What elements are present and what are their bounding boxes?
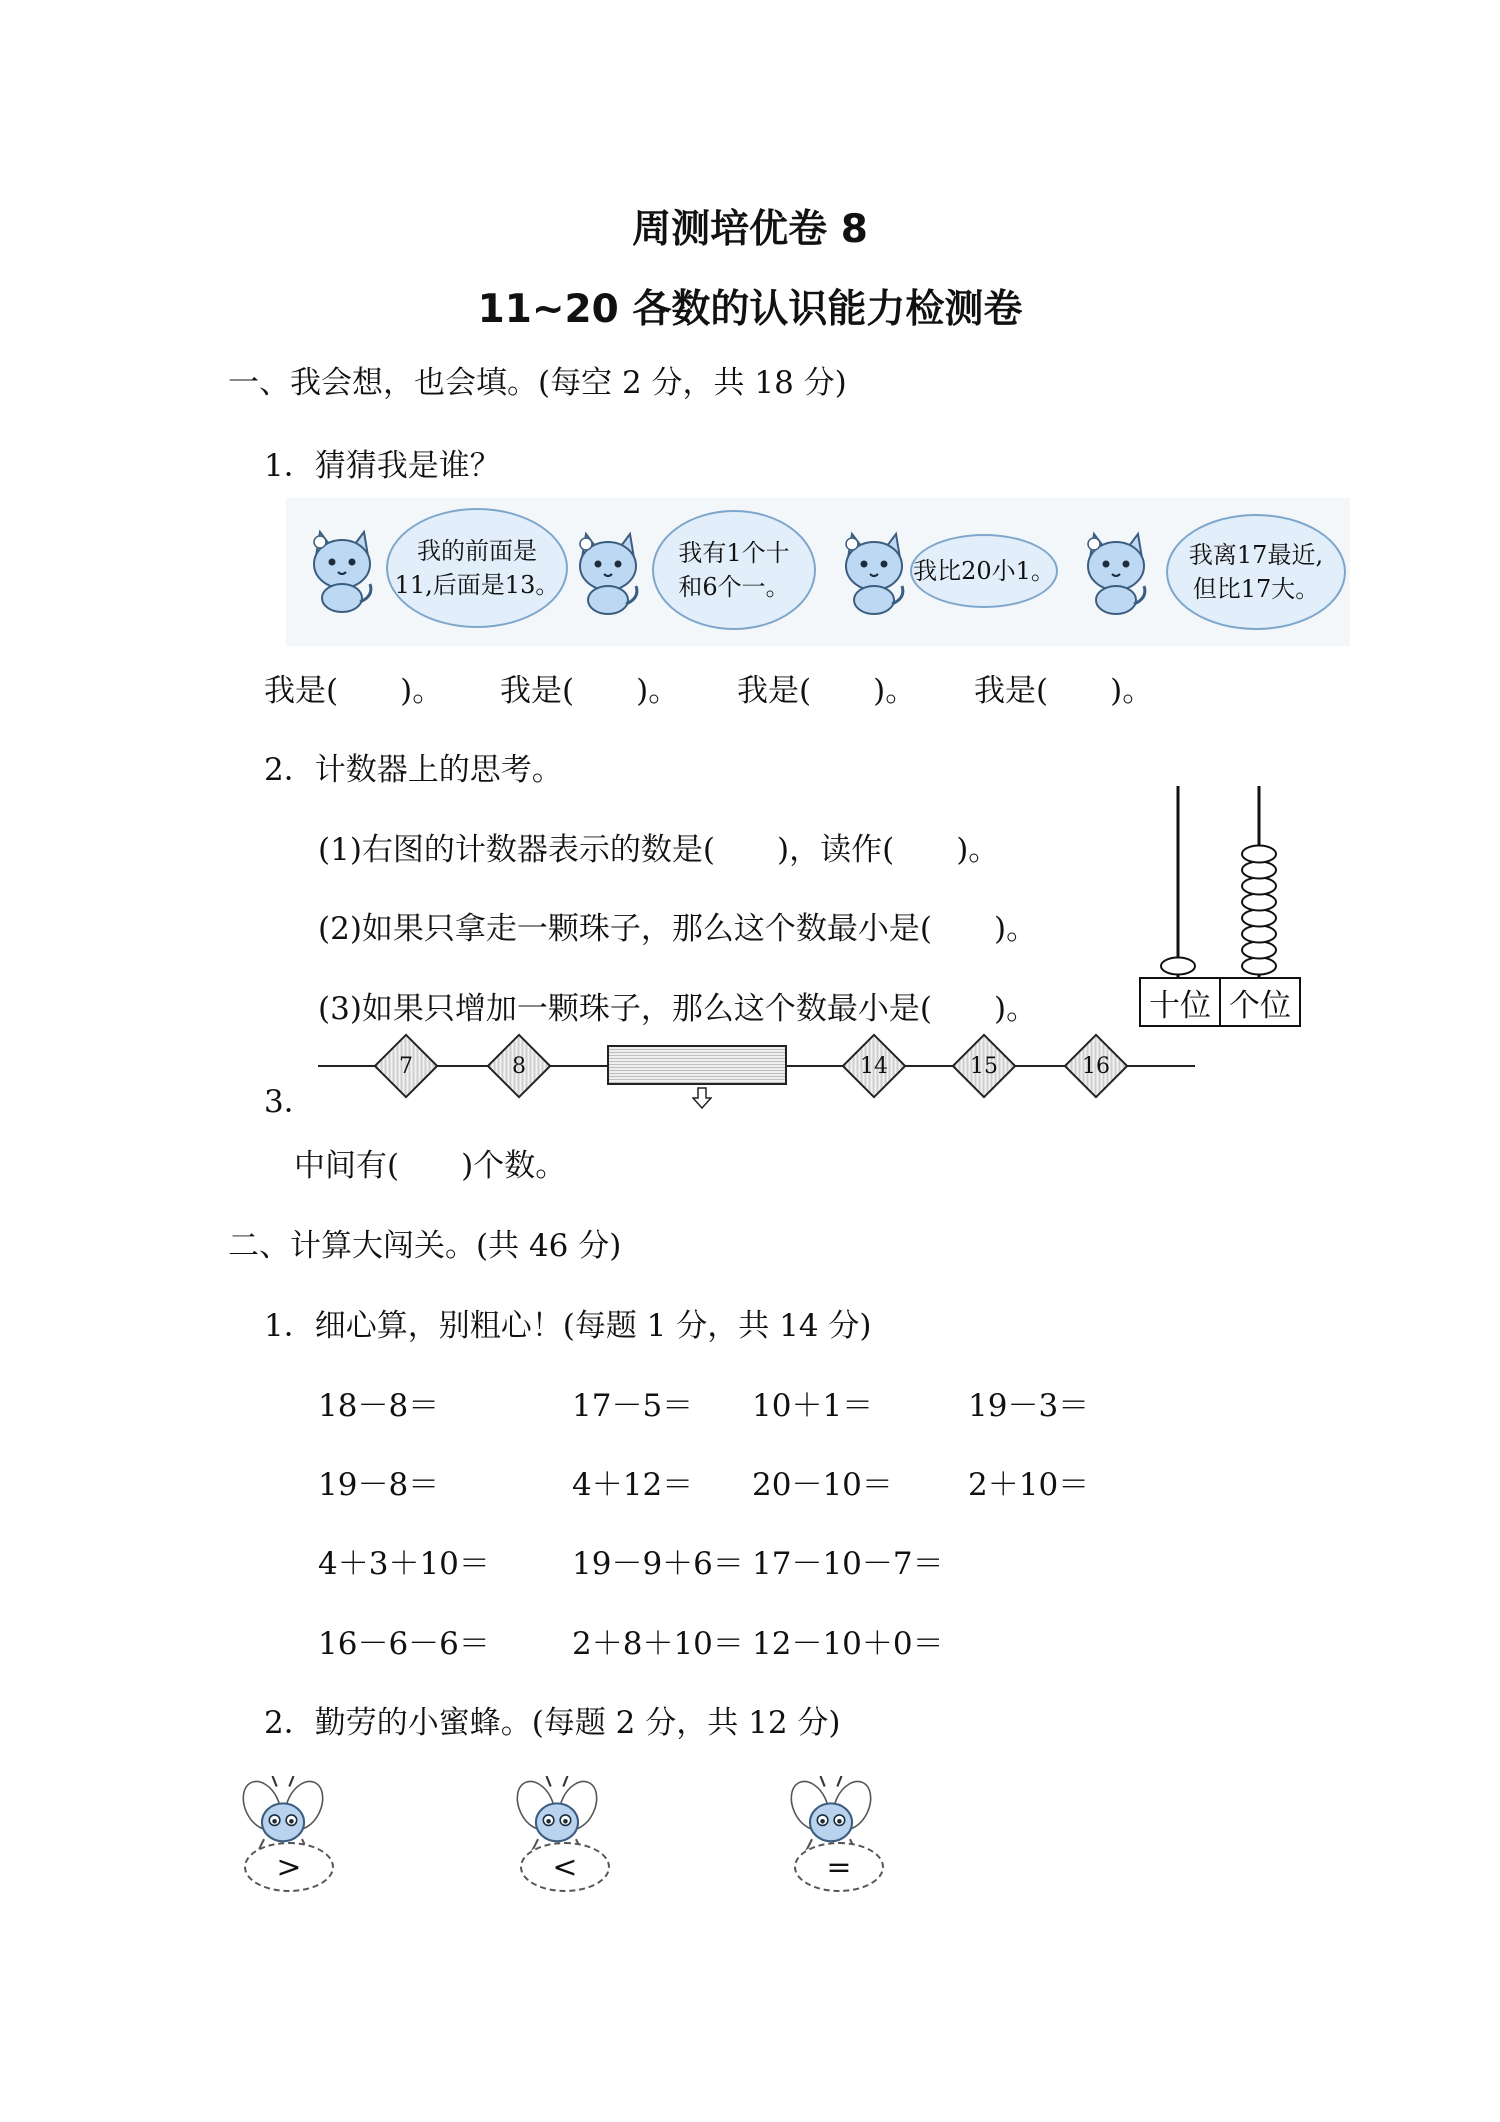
q2-sub2[interactable]: (2)如果只拿走一颗珠子，那么这个数最小是( )。 [318,911,1038,947]
number-label: 15 [970,1053,998,1079]
bubble-text: 我比20小1。 [913,557,1055,585]
abacus-bead [1242,942,1276,959]
calc-item[interactable]: 16－6－6＝ [318,1626,490,1662]
q1-label: 1．猜猜我是谁？ [264,448,501,484]
q3-label: 3． [264,1084,315,1120]
calc-item[interactable]: 4＋3＋10＝ [318,1546,490,1582]
answer-blank[interactable]: 我是( )。 [974,673,1154,709]
guess-strip [286,498,1350,646]
bubble-text: 我的前面是 11,后面是13。 [394,537,560,599]
part2-heading: 二、计算大闯关。(共 46 分) [228,1228,622,1264]
calc-item[interactable]: 20－10＝ [752,1467,893,1503]
speech-bubble [652,510,816,630]
cat-icon [302,526,382,620]
abacus-bead [1242,846,1276,863]
ones-place-label: 个位 [1219,977,1301,1027]
number-label: 7 [399,1053,413,1079]
page-subtitle: 11~20 各数的认识能力检测卷 [477,287,1023,332]
page-title: 周测培优卷 8 [632,207,868,252]
part1-heading: 一、我会想，也会填。(每空 2 分，共 18 分) [228,365,847,401]
calc-item[interactable]: 2＋10＝ [968,1467,1090,1503]
calc-item[interactable]: 19－3＝ [968,1388,1090,1424]
number-label: 16 [1082,1053,1110,1079]
cat-icon [568,528,648,622]
answer-blank[interactable]: 我是( )。 [264,673,444,709]
q3-text[interactable]: 中间有( )个数。 [294,1148,567,1184]
answer-blank[interactable]: 我是( )。 [737,673,917,709]
hidden-numbers-box [607,1045,787,1085]
calc-label: 1．细心算，别粗心！(每题 1 分，共 14 分) [264,1308,872,1344]
calc-item[interactable]: 19－8＝ [318,1467,440,1503]
abacus-bead [1161,958,1195,975]
calc-item[interactable]: 2＋8＋10＝ [572,1626,744,1662]
calc-item[interactable]: 17－10－7＝ [752,1546,944,1582]
abacus-bead [1242,862,1276,879]
bee-label: 2．勤劳的小蜜蜂。(每题 2 分，共 12 分) [264,1705,841,1741]
bee-symbol: > [244,1842,334,1892]
abacus-bead [1242,910,1276,927]
bubble-text: 我离17最近, 但比17大。 [1188,541,1324,603]
calc-item[interactable]: 4＋12＝ [572,1467,694,1503]
bee-symbol: < [520,1842,610,1892]
speech-bubble [386,508,568,628]
down-arrow-icon [692,1087,712,1109]
cat-icon [1076,528,1156,622]
bubble-text: 我有1个十 和6个一。 [678,539,790,601]
calc-item[interactable]: 19－9＋6＝ [572,1546,744,1582]
cat-icon [834,528,914,622]
calc-item[interactable]: 12－10＋0＝ [752,1626,944,1662]
bee-symbol: = [794,1842,884,1892]
number-label: 8 [512,1053,526,1079]
calc-item[interactable]: 18－8＝ [318,1388,440,1424]
speech-bubble [1166,514,1346,630]
q2-sub1[interactable]: (1)右图的计数器表示的数是( )，读作( )。 [318,832,1000,868]
answer-blank[interactable]: 我是( )。 [500,673,680,709]
calc-item[interactable]: 17－5＝ [572,1388,694,1424]
abacus-bead [1242,926,1276,943]
q2-sub3[interactable]: (3)如果只增加一颗珠子，那么这个数最小是( )。 [318,991,1038,1027]
q2-label: 2．计数器上的思考。 [264,752,563,788]
abacus-bead [1242,958,1276,975]
abacus-bead [1242,894,1276,911]
number-label: 14 [860,1053,888,1079]
abacus-rods [1136,784,1300,978]
tens-place-label: 十位 [1139,977,1221,1027]
abacus-bead [1242,878,1276,895]
calc-item[interactable]: 10＋1＝ [752,1388,874,1424]
speech-bubble [910,534,1058,608]
